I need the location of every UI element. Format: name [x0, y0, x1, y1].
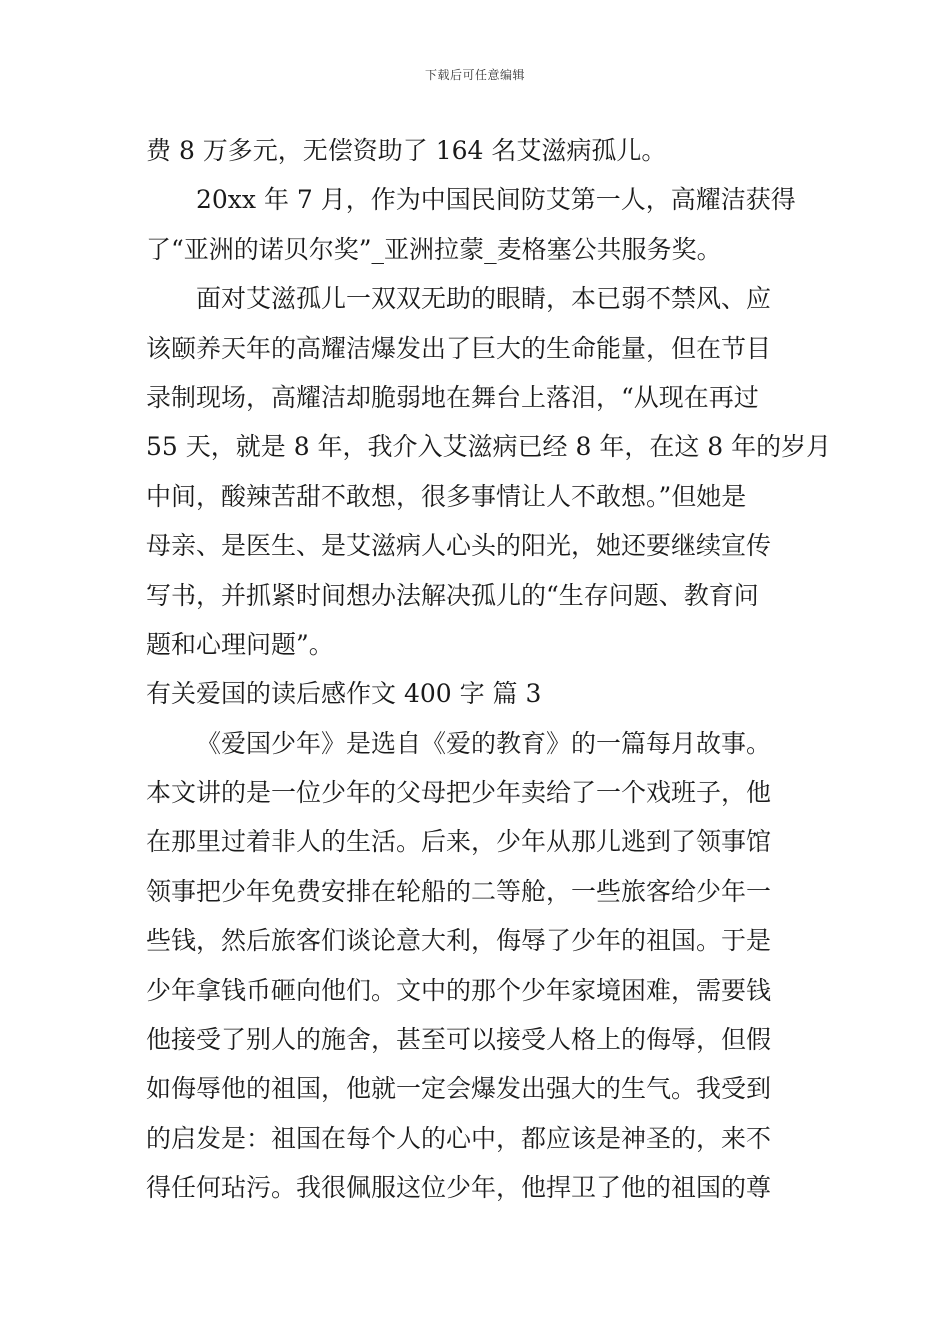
text-line: 领事把少年免费安排在轮船的二等舱，一些旅客给少年一 — [146, 876, 772, 906]
text-line: 面对艾滋孤儿一双双无助的眼睛，本已弱不禁风、应 — [196, 284, 772, 314]
text-line: 该颐养天年的高耀洁爆发出了巨大的生命能量，但在节目 — [146, 333, 772, 363]
text-line: 录制现场，高耀洁却脆弱地在舞台上落泪，“从现在再过 — [146, 382, 759, 412]
text-line: 题和心理问题”。 — [146, 629, 334, 659]
text-line: 的启发是：祖国在每个人的心中，都应该是神圣的，来不 — [146, 1123, 772, 1153]
text-line: 母亲、是医生、是艾滋病人心头的阳光，她还要继续宣传 — [146, 531, 772, 561]
text-line: 55 天，就是 8 年，我介入艾滋病已经 8 年，在这 8 年的岁月 — [146, 432, 832, 462]
text-line: 些钱，然后旅客们谈论意大利，侮辱了少年的祖国。于是 — [146, 926, 772, 956]
text-line: 他接受了别人的施舍，甚至可以接受人格上的侮辱，但假 — [146, 1025, 772, 1055]
page-header: 下载后可任意编辑 — [424, 68, 525, 82]
text-line: 在那里过着非人的生活。后来，少年从那儿逃到了领事馆 — [146, 827, 772, 857]
text-line: 得任何玷污。我很佩服这位少年，他捍卫了他的祖国的尊 — [146, 1173, 772, 1203]
section-heading: 有关爱国的读后感作文 400 字 篇 3 — [146, 679, 542, 709]
text-line: 《爱国少年》是选自《爱的教育》的一篇每月故事。 — [196, 728, 772, 758]
text-line: 中间，酸辣苦甜不敢想，很多事情让人不敢想。”但她是 — [146, 481, 747, 511]
text-line: 少年拿钱币砸向他们。文中的那个少年家境困难，需要钱 — [146, 975, 772, 1005]
text-line: 了“亚洲的诺贝尔奖”_亚洲拉蒙_麦格塞公共服务奖。 — [146, 234, 722, 264]
text-line: 写书，并抓紧时间想办法解决孤儿的“生存问题、教育问 — [146, 580, 759, 610]
text-line: 本文讲的是一位少年的父母把少年卖给了一个戏班子，他 — [146, 778, 772, 808]
text-line: 费 8 万多元，无偿资助了 164 名艾滋病孤儿。 — [146, 136, 667, 165]
document-body — [146, 126, 832, 1213]
text-line: 如侮辱他的祖国，他就一定会爆发出强大的生气。我受到 — [146, 1074, 772, 1104]
text-line: 20xx 年 7 月，作为中国民间防艾第一人，高耀洁获得 — [196, 185, 796, 215]
